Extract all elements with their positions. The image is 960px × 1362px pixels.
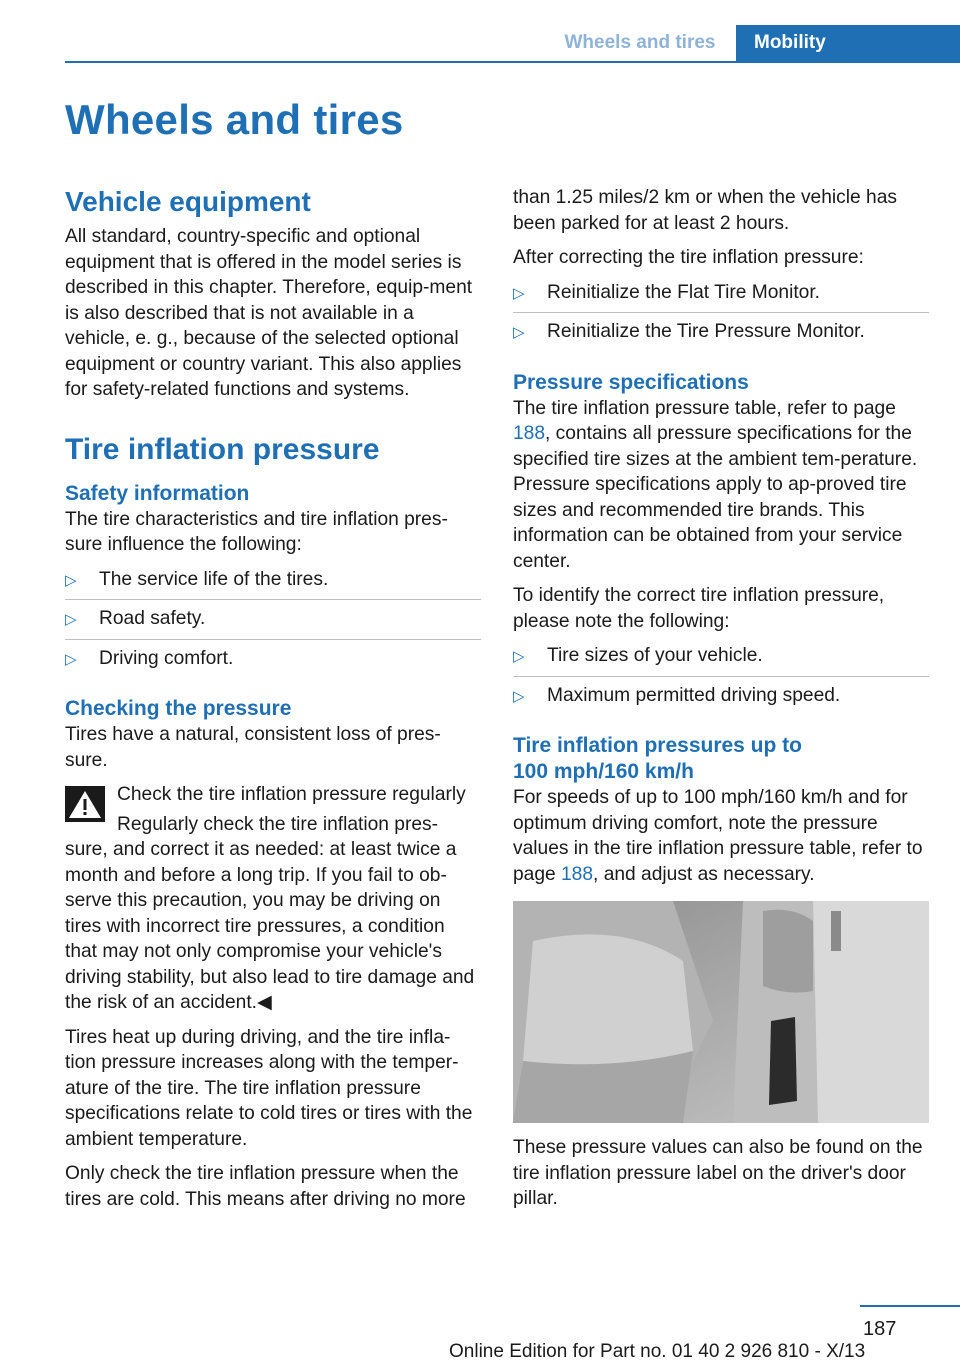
- checking-pressure-heading: Checking the pressure: [65, 697, 292, 720]
- list-item: [513, 683, 929, 716]
- header-section-tab: Wheels and tires: [564, 32, 716, 53]
- list-item: [65, 646, 481, 679]
- bullet-triangle-icon: ▷: [65, 650, 77, 668]
- pressures-up-to-heading: Tire inflation pressures up to 100 mph/160 km/h: [513, 734, 802, 783]
- bullet-triangle-icon: ▷: [65, 611, 77, 628]
- heat-paragraph: Tires heat up during driving, and the tire infla-tion pressure increases along with the temper-ature of the tire. The tire inflation pressure specifications relate to cold tires or tires with the ambient temperature.: [65, 1026, 473, 1150]
- warning-title: Check the tire inflation pressure regularly: [117, 784, 466, 805]
- warning-text: sure, and correct it as needed: at least twice a month and before a long trip. If you fail to ob-serve this precaution, you may be driving on tires with incorrect tire pressures, a condition that may not only compromise your vehicle's driving stability, but also lead to tire damage and the risk of an accident.◀: [65, 839, 475, 1013]
- pressure-specifications-heading: Pressure specifications: [513, 370, 749, 394]
- warning-triangle-icon: [65, 786, 105, 822]
- up-to-paragraph: For speeds of up to 100 mph/160 km/h and for optimum driving comfort, note the pressure values in the tire inflation pressure table, refer to page 188, and adjust as necessary.: [513, 787, 923, 885]
- footer-rule: [860, 1305, 960, 1307]
- list-item: [513, 643, 929, 677]
- bullet-triangle-icon: ▷: [513, 284, 525, 302]
- tire-inflation-heading: Tire inflation pressure: [65, 432, 380, 466]
- bullet-triangle-icon: ▷: [65, 571, 77, 589]
- list-item-text: Tire sizes of your vehicle.: [547, 645, 763, 666]
- page-reference-link[interactable]: 188: [561, 863, 594, 885]
- list-item-text: Road safety.: [99, 608, 206, 629]
- list-item-text: Driving comfort.: [99, 647, 234, 669]
- door-pillar-photo: [513, 901, 929, 1123]
- header-rule: [65, 61, 960, 63]
- list-item: [513, 280, 929, 314]
- identify-paragraph: To identify the correct tire inflation pressure, please note the following:: [513, 585, 885, 632]
- list-item-text: Reinitialize the Tire Pressure Monitor.: [547, 321, 865, 342]
- bullet-triangle-icon: ▷: [513, 324, 525, 341]
- list-item: [65, 567, 481, 601]
- specifications-paragraph: The tire inflation pressure table, refer to page 188, contains all pressure specifications for the specified tire sizes at the ambient tem-perature. Pressure specifications apply to ap-proved tire sizes and recommended tire brands. This information can be obtained from your service center.: [513, 397, 918, 572]
- list-item-text: The service life of the tires.: [99, 568, 329, 590]
- header-chapter-tab: Mobility: [736, 25, 960, 61]
- page-reference-link[interactable]: 188: [513, 423, 546, 444]
- right-column: [513, 185, 929, 1221]
- safety-paragraph: The tire characteristics and tire inflation pres-sure influence the following:: [65, 508, 448, 555]
- page-number: 187: [863, 1318, 897, 1340]
- safety-information-heading: Safety information: [65, 481, 250, 505]
- warning-block: [65, 782, 481, 1016]
- vehicle-equipment-heading: Vehicle equipment: [65, 186, 311, 217]
- warning-first-line: Regularly check the tire inflation pres-: [117, 813, 439, 835]
- after-correcting-paragraph: After correcting the tire inflation pressure:: [513, 247, 864, 268]
- vehicle-equipment-paragraph: All standard, country-specific and optional equipment that is offered in the model series is described in this chapter. Therefore, equip-ment is also described that is not available in a vehicle, e. g., because of the selected optional equipment or country variant. This also applies for safety-related functions and systems.: [65, 226, 473, 400]
- list-item-text: Maximum permitted driving speed.: [547, 684, 841, 706]
- label-paragraph: These pressure values can also be found on the tire inflation pressure label on the driver's door pillar.: [513, 1137, 923, 1209]
- identify-list: [513, 643, 929, 715]
- after-correcting-list: [513, 280, 929, 352]
- page-title: Wheels and tires: [65, 96, 404, 143]
- list-item-text: Reinitialize the Flat Tire Monitor.: [547, 281, 820, 303]
- bullet-triangle-icon: ▷: [513, 687, 525, 705]
- edition-footer: Online Edition for Part no. 01 40 2 926 810 - X/13: [449, 1341, 866, 1362]
- checking-paragraph: Tires have a natural, consistent loss of pres-sure.: [65, 724, 441, 771]
- left-column: [65, 184, 481, 1221]
- list-item: [513, 319, 929, 352]
- list-item: [65, 606, 481, 640]
- bullet-triangle-icon: ▷: [513, 648, 525, 665]
- cold-paragraph: Only check the tire inflation pressure when the tires are cold. This means after driving no more: [65, 1163, 466, 1210]
- continued-paragraph: than 1.25 miles/2 km or when the vehicle has been parked for at least 2 hours.: [513, 187, 897, 234]
- safety-list: [65, 567, 481, 679]
